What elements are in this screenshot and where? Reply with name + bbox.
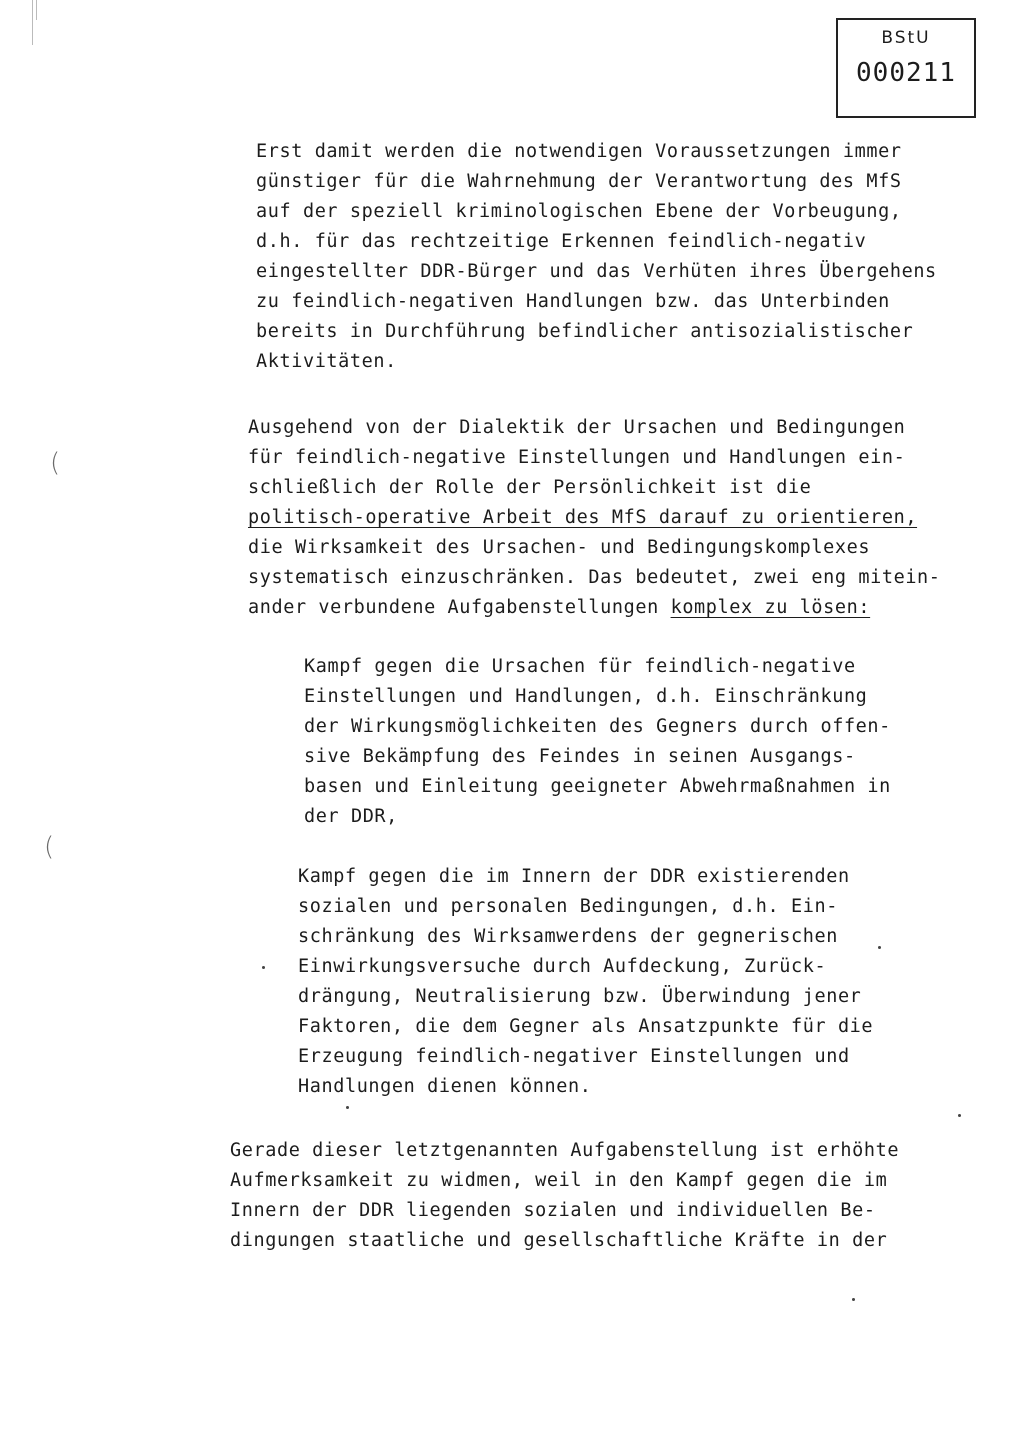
item-line: Handlungen dienen können. (298, 1076, 592, 1097)
underlined-line: politisch-operative Arbeit des MfS darauf zu orientieren, (248, 507, 918, 528)
paragraph-line: günstiger für die Wahrnehmung der Verantwortung des MfS (256, 171, 902, 192)
stamp-org: BStU (881, 28, 931, 48)
paragraph-line: Aufmerksamkeit zu widmen, weil in den Kampf gegen die im (230, 1170, 888, 1191)
paragraph-line: Gerade dieser letztgenannten Aufgabenstellung ist erhöhte (230, 1140, 900, 1161)
item-line: sive Bekämpfung des Feindes in seinen Ausgangs- (304, 746, 856, 767)
indented-item-1 (304, 652, 891, 832)
paragraph-line-mixed (248, 593, 941, 623)
item-line: Einstellungen und Handlungen, d.h. Einschränkung (304, 686, 868, 707)
paragraph-line: die Wirksamkeit des Ursachen- und Bedingungskomplexes (248, 537, 871, 558)
paragraph-line: zu feindlich-negativen Handlungen bzw. das Unterbinden (256, 291, 890, 312)
paragraph-line: Erst damit werden die notwendigen Voraussetzungen immer (256, 141, 902, 162)
item-line: Einwirkungsversuche durch Aufdeckung, Zurück- (298, 956, 827, 977)
punch-hole-mark-top: ( (50, 448, 61, 478)
speck (346, 1106, 349, 1109)
item-line: Kampf gegen die Ursachen für feindlich-negative (304, 656, 856, 677)
indented-item-2 (298, 862, 873, 1102)
speck (262, 966, 265, 969)
item-line: sozialen und personalen Bedingungen, d.h. Ein- (298, 896, 838, 917)
paragraph-line: eingestellter DDR-Bürger und das Verhüten ihres Übergehens (256, 261, 937, 282)
item-line: basen und Einleitung geeigneter Abwehrmaßnahmen in (304, 776, 891, 797)
speck (958, 1114, 961, 1117)
speck (878, 946, 881, 949)
item-line: drängung, Neutralisierung bzw. Überwindung jener (298, 986, 862, 1007)
item-line: der Wirkungsmöglichkeiten des Gegners durch offen- (304, 716, 891, 737)
item-line: Erzeugung feindlich-negativer Einstellungen und (298, 1046, 850, 1067)
item-line: Faktoren, die dem Gegner als Ansatzpunkte für die (298, 1016, 874, 1037)
paragraph-line: Aktivitäten. (256, 351, 397, 372)
paragraph-line: Ausgehend von der Dialektik der Ursachen und Bedingungen (248, 417, 906, 438)
paragraph-1 (256, 137, 937, 377)
underlined-phrase: komplex zu lösen: (670, 597, 871, 618)
item-line: der DDR, (304, 806, 398, 827)
paragraph-2 (248, 413, 941, 623)
paragraph-line: dingungen staatliche und gesellschaftliche Kräfte in der (230, 1230, 888, 1251)
paragraph-line: für feindlich-negative Einstellungen und Handlungen ein- (248, 447, 906, 468)
paragraph-line: Innern der DDR liegenden sozialen und individuellen Be- (230, 1200, 876, 1221)
paragraph-line: auf der speziell kriminologischen Ebene der Vorbeugung, (256, 201, 902, 222)
archive-stamp (836, 18, 976, 118)
paragraph-line: d.h. für das rechtzeitige Erkennen feindlich-negativ (256, 231, 867, 252)
speck (852, 1298, 855, 1301)
paragraph-3 (230, 1136, 899, 1256)
margin-scan-line (32, 0, 33, 45)
stamp-number: 000211 (856, 58, 956, 88)
line-text: ander verbundene Aufgabenstellungen (248, 597, 671, 618)
paragraph-line: schließlich der Rolle der Persönlichkeit ist die (248, 477, 812, 498)
margin-scan-line-2 (36, 0, 37, 20)
item-line: Kampf gegen die im Innern der DDR existierenden (298, 866, 850, 887)
item-line: schränkung des Wirksamwerdens der gegnerischen (298, 926, 838, 947)
paragraph-line: bereits in Durchführung befindlicher antisozialistischer (256, 321, 914, 342)
punch-hole-mark-bottom: ( (44, 832, 55, 862)
paragraph-line: systematisch einzuschränken. Das bedeutet, zwei eng mitein- (248, 567, 941, 588)
